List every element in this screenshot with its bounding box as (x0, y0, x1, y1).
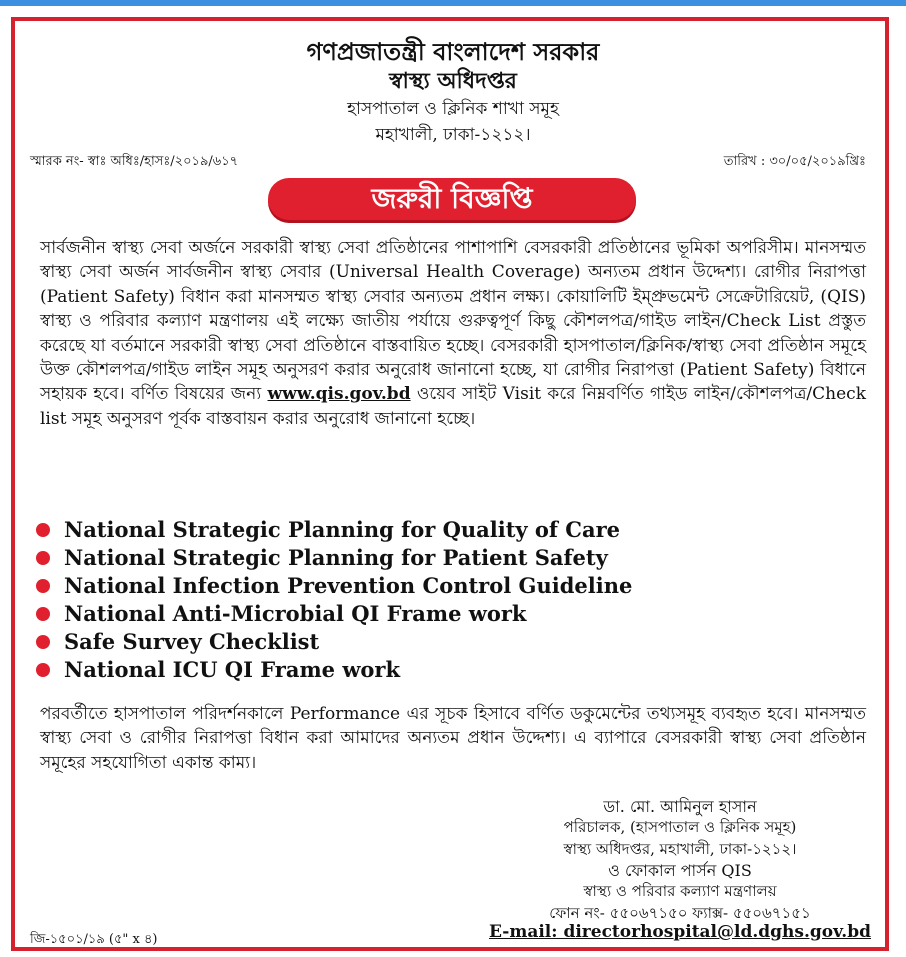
bullet-icon (36, 635, 50, 649)
address-line: মহাখালী, ঢাকা-১২১২। (375, 125, 531, 145)
contact-email-link[interactable]: E-mail: directorhospital@ld.dghs.gov.bd (489, 922, 871, 942)
signatory-office: স্বাস্থ্য অধিদপ্তর, মহাখালী, ঢাকা-১২১২। (563, 840, 797, 858)
guideline-label: National Anti-Microbial QI Frame work (64, 601, 527, 626)
bullet-icon (36, 551, 50, 565)
signatory-focal-role: ও ফোকাল পার্সন QIS (608, 861, 752, 880)
list-item (36, 600, 632, 628)
list-item (36, 516, 632, 544)
guideline-label: Safe Survey Checklist (64, 629, 320, 654)
closing-paragraph: পরবর্তীতে হাসপাতাল পরিদর্শনকালে Performance এর সূচক হিসাবে বর্ণিত ডকুমেন্টের তথ্যসমূহ ব্যবহৃত হবে। মানসম্মত স্বাস্থ্য সেবা ও রোগীর নিরাপত্তা বিধান করা আমাদের অন্যতম প্রধান উদ্দেশ্য। এ ব্যাপারে বেসরকারী স্বাস্থ্য সেবা প্রতিষ্ঠান সমূহের সহযোগিতা একান্ত কাম্য। (40, 704, 866, 773)
ad-reference: জি-১৫০১/১৯ (৫" x ৪) (30, 932, 158, 947)
government-title: গণপ্রজাতন্ত্রী বাংলাদেশ সরকার (306, 37, 600, 66)
guideline-label: National ICU QI Frame work (64, 657, 401, 682)
notice-banner: জরুরী বিজ্ঞপ্তি (268, 178, 636, 220)
notice-date: তারিখ : ৩০/০৫/২০১৯খ্রিঃ (723, 154, 866, 169)
signatory-name: ডা. মো. আমিনুল হাসান (603, 797, 757, 816)
list-item (36, 656, 632, 684)
department-title: স্বাস্থ্য অধিদপ্তর (389, 68, 517, 94)
contact-phone: ফোন নং- ৫৫০৬৭১৫০ ফ্যাক্স- ৫৫০৬৭১৫১ (549, 904, 811, 922)
top-accent-bar (0, 0, 906, 6)
branch-title: হাসপাতাল ও ক্লিনিক শাখা সমূহ (347, 99, 559, 119)
guideline-label: National Strategic Planning for Quality of Care (64, 517, 621, 542)
signatory-title: পরিচালক, (হাসপাতাল ও ক্লিনিক সমূহ) (563, 818, 797, 836)
memo-number: স্মারক নং- স্বাঃ অধিঃ/হাসঃ/২০১৯/৬১৭ (30, 154, 239, 169)
bullet-icon (36, 663, 50, 677)
bullet-icon (36, 523, 50, 537)
list-item (36, 628, 632, 656)
qis-website-link[interactable]: www.qis.gov.bd (267, 384, 411, 405)
intro-text-2: ওয়েব সাইট Visit করে নিম্নবর্ণিত গাইড লাইন/কৌশলপত্র/Check list সমূহ অনুসরণ পূর্বক বাস্তবায়ন করার অনুরোধ জানানো হচ্ছে। (40, 384, 866, 429)
list-item (36, 572, 632, 600)
signatory-ministry: স্বাস্থ্য ও পরিবার কল্যাণ মন্ত্রণালয় (583, 882, 777, 900)
intro-text-1: সার্বজনীন স্বাস্থ্য সেবা অর্জনে সরকারী স্বাস্থ্য সেবা প্রতিষ্ঠানের পাশাপাশি বেসরকারী প্রতিষ্ঠানের ভূমিকা অপরিসীম। মানসম্মত স্বাস্থ্য সেবা অর্জন সার্বজনীন স্বাস্থ্য সেবার (Universal Health Coverage) অন্যতম প্রধান উদ্দেশ্য। রোগীর নিরাপত্তা (Patient Safety) বিধান করা মানসম্মত স্বাস্থ্য সেবার অন্যতম প্রধান লক্ষ্য। কোয়ালিটি ইম্প্রুভমেন্ট সেক্রেটারিয়েট, (QIS) স্বাস্থ্য ও পরিবার কল্যাণ মন্ত্রণালয় এই লক্ষ্যে জাতীয় পর্যায়ে গুরুত্বপূর্ণ কিছু কৌশলপত্র/গাইড লাইন/Check List প্রস্তুত করেছে যা বর্তমানে সরকারী স্বাস্থ্য সেবা প্রতিষ্ঠানে বাস্তবায়িত হচ্ছে। বেসরকারী হাসপাতাল/ক্লিনিক/স্বাস্থ্য সেবা প্রতিষ্ঠান সমূহে উক্ত কৌশলপত্র/গাইড লাইন সমূহ অনুসরণ করার অনুরোধ জানানো হচ্ছে, যা রোগীর নিরাপত্তা (Patient Safety) বিধানে সহায়ক হবে। বর্ণিত বিষয়ের জন্য (40, 238, 866, 405)
intro-paragraph (40, 236, 866, 431)
guideline-label: National Strategic Planning for Patient Safety (64, 545, 608, 570)
guideline-label: National Infection Prevention Control Guideline (64, 573, 633, 598)
bullet-icon (36, 607, 50, 621)
bullet-icon (36, 579, 50, 593)
list-item (36, 544, 632, 572)
guideline-list (36, 516, 632, 684)
